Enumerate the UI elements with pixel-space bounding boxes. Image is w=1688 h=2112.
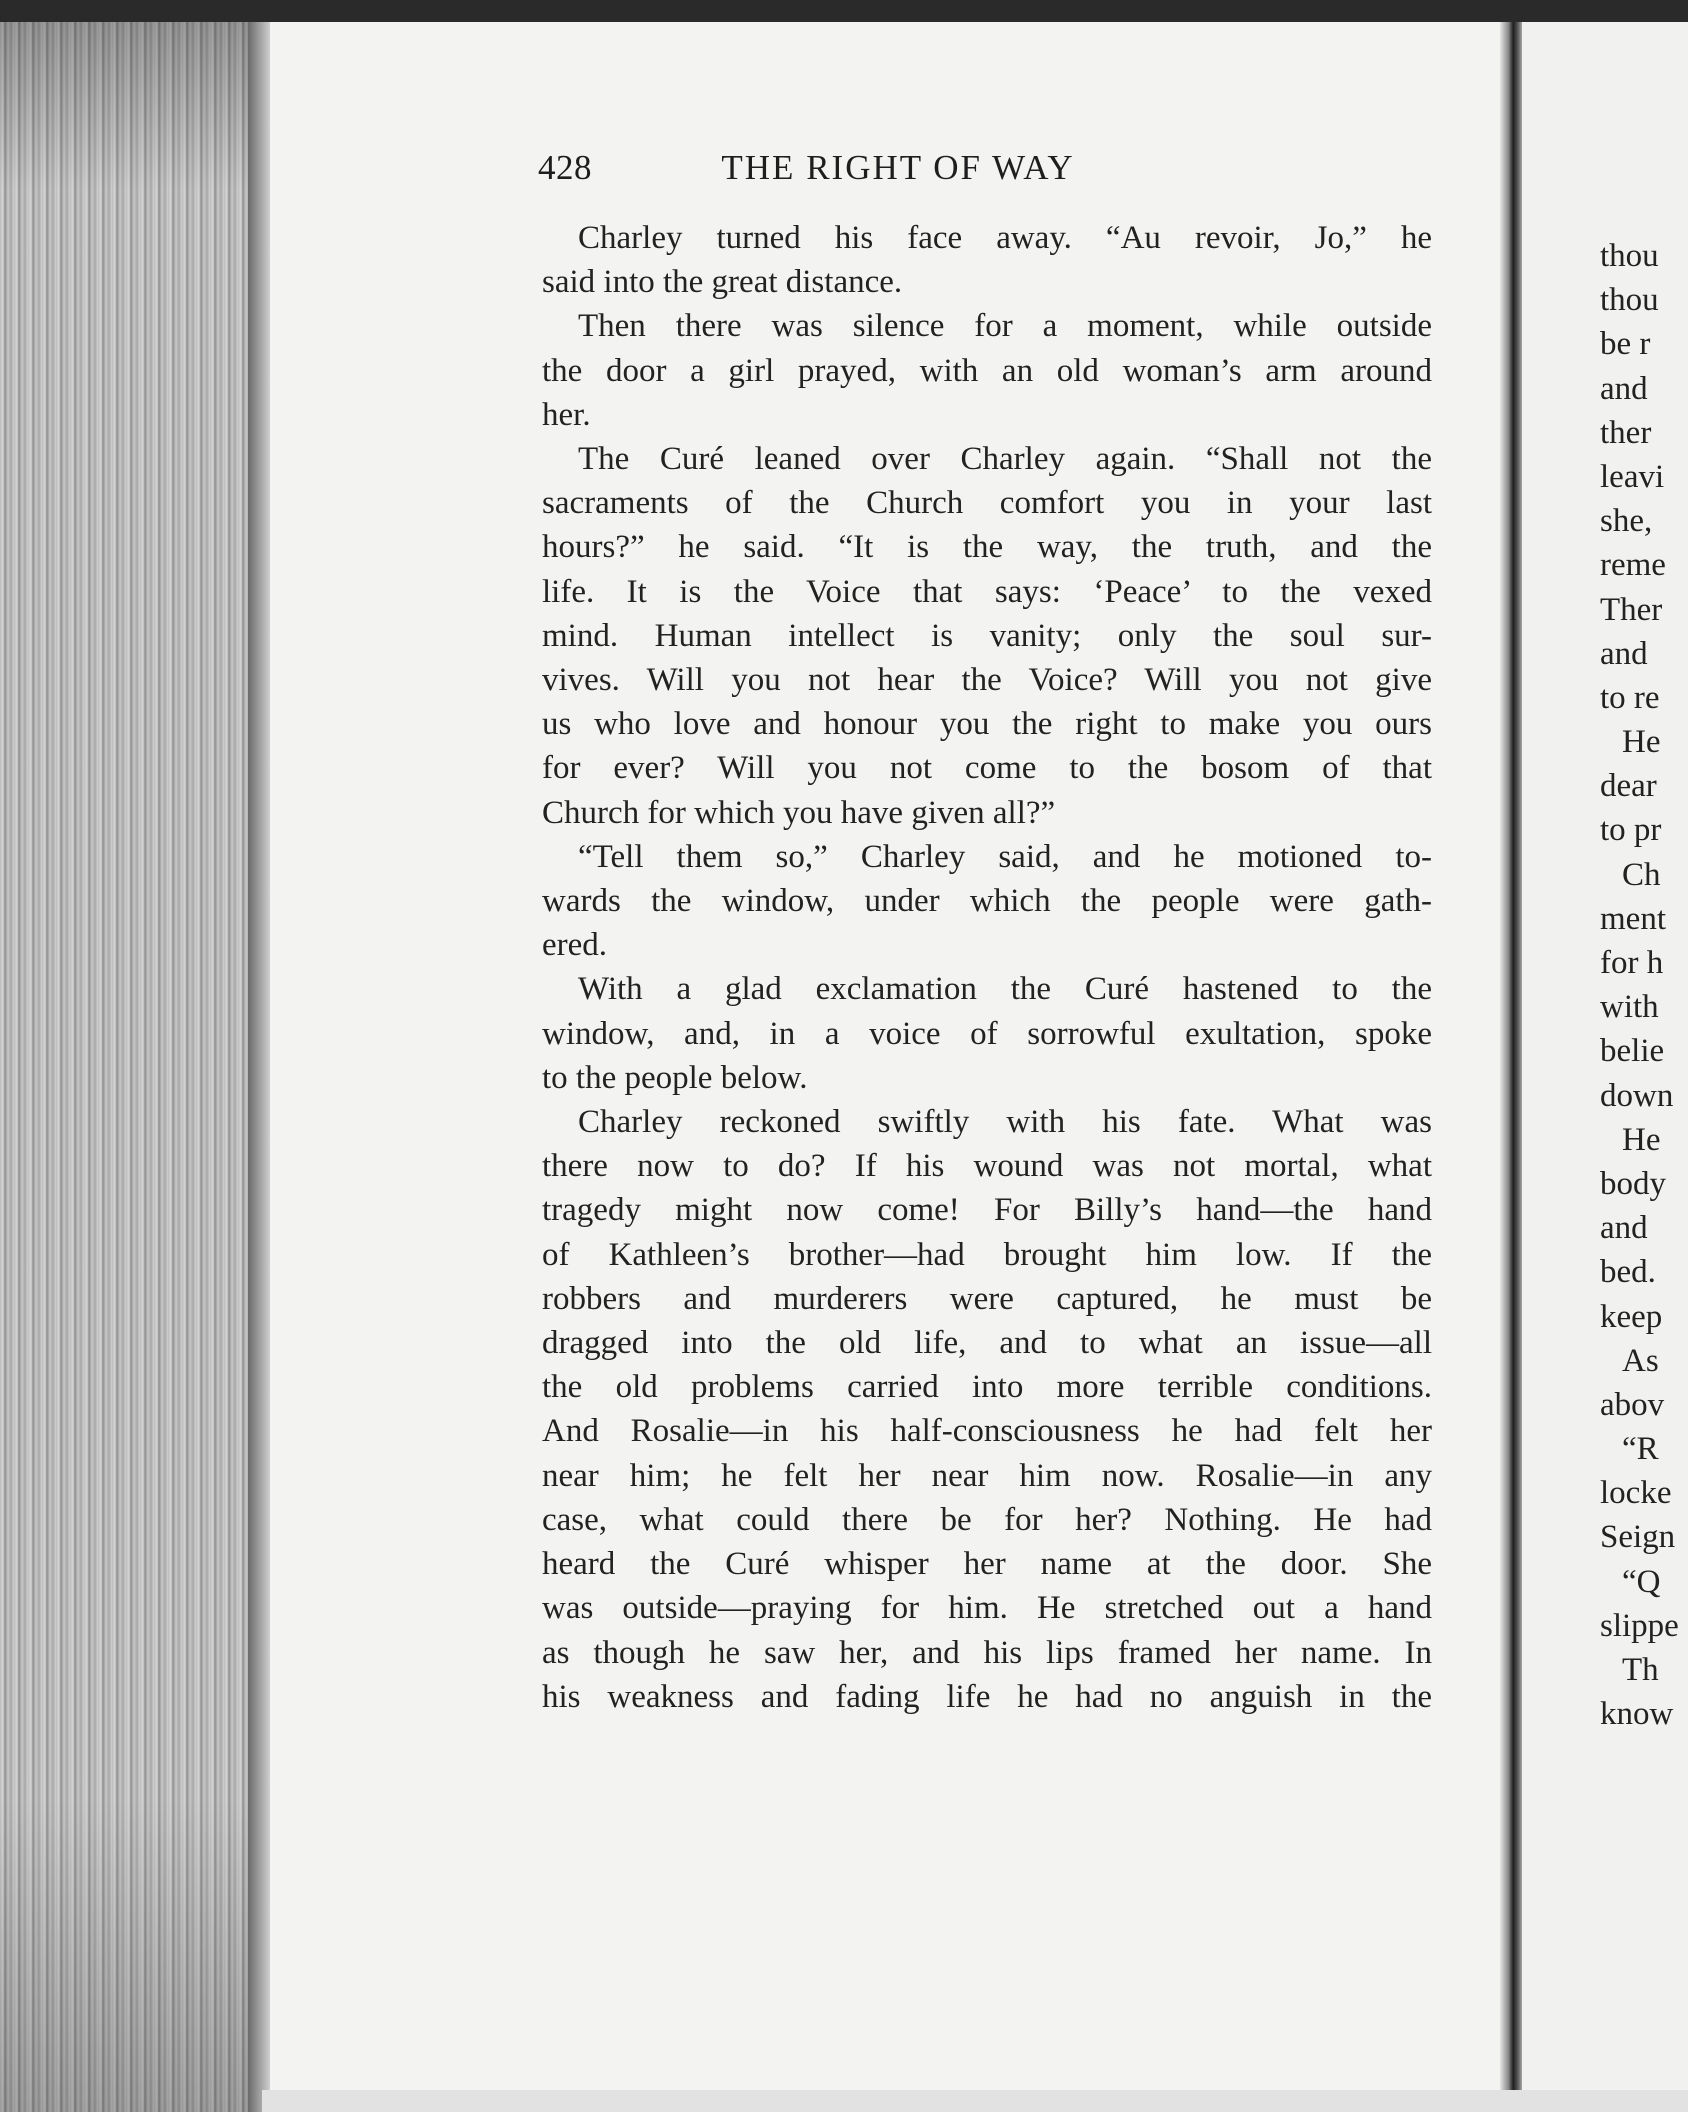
text-line: “Tell them so,” Charley said, and he motioned to- xyxy=(578,838,1432,875)
text-line: Charley turned his face away. “Au revoir, Jo,” he xyxy=(578,220,1432,256)
text-line: heard the Curé whisper her name at the door. She xyxy=(542,1546,1432,1583)
text-line: Then there was silence for a moment, while outside xyxy=(578,308,1432,345)
text-line: ered. xyxy=(542,927,608,964)
text-line: to the people below. xyxy=(542,1059,808,1096)
body-text xyxy=(542,216,1432,1719)
facing-line-fragment: slippe xyxy=(1600,1607,1679,1644)
text-line: sacraments of the Church comfort you in your last xyxy=(542,485,1432,522)
facing-line-fragment: dear xyxy=(1600,768,1657,805)
facing-line-fragment: locke xyxy=(1600,1475,1672,1512)
text-line: window, and, in a voice of sorrowful exultation, spoke xyxy=(542,1015,1432,1052)
text-line: said into the great distance. xyxy=(542,264,903,301)
facing-line-fragment: leavi xyxy=(1600,458,1665,495)
text-line: for ever? Will you not come to the bosom of that xyxy=(542,750,1432,787)
text-line: With a glad exclamation the Curé hastened to the xyxy=(578,971,1432,1008)
facing-line-fragment: to pr xyxy=(1600,812,1662,849)
book-page-edges xyxy=(0,22,262,2112)
facing-line-fragment: and xyxy=(1600,635,1648,672)
text-line: dragged into the old life, and to what an issue—all xyxy=(542,1325,1432,1362)
page-bottom-edge xyxy=(262,2090,1688,2112)
facing-line-fragment: He xyxy=(1622,1121,1661,1158)
facing-line-fragment: thou xyxy=(1600,282,1659,319)
text-line: And Rosalie—in his half-consciousness he had felt her xyxy=(542,1413,1432,1450)
facing-line-fragment: “R xyxy=(1622,1431,1659,1468)
facing-line-fragment: down xyxy=(1600,1077,1674,1114)
running-title: THE RIGHT OF WAY xyxy=(721,148,1075,187)
facing-line-fragment: thou xyxy=(1600,238,1659,274)
text-line: Church for which you have given all?” xyxy=(542,794,1056,831)
text-line: the old problems carried into more terrible conditions. xyxy=(542,1369,1432,1406)
text-line: was outside—praying for him. He stretched out a hand xyxy=(542,1590,1432,1627)
facing-line-fragment: know xyxy=(1600,1696,1674,1733)
facing-line-fragment: belie xyxy=(1600,1033,1665,1070)
text-line: his weakness and fading life he had no anguish in the xyxy=(542,1678,1432,1715)
facing-line-fragment: keep xyxy=(1600,1298,1663,1335)
text-line: us who love and honour you the right to make you ours xyxy=(542,706,1432,743)
text-line: vives. Will you not hear the Voice? Will you not give xyxy=(542,662,1432,699)
facing-line-fragment: to re xyxy=(1600,679,1660,716)
text-line: case, what could there be for her? Nothing. He had xyxy=(542,1501,1432,1538)
facing-page-text xyxy=(1600,234,1688,1736)
facing-line-fragment: He xyxy=(1622,724,1661,761)
text-line: The Curé leaned over Charley again. “Shall not the xyxy=(578,441,1432,478)
facing-line-fragment: Ther xyxy=(1600,591,1663,628)
text-line: the door a girl prayed, with an old woman’s arm around xyxy=(542,352,1432,389)
text-line: there now to do? If his wound was not mortal, what xyxy=(542,1148,1432,1185)
text-line: robbers and murderers were captured, he must be xyxy=(542,1280,1432,1317)
facing-line-fragment: and xyxy=(1600,370,1648,407)
facing-line-fragment: bed. xyxy=(1600,1254,1656,1291)
facing-line-fragment: As xyxy=(1622,1342,1659,1379)
facing-line-fragment: ther xyxy=(1600,414,1652,451)
text-line: tragedy might now come! For Billy’s hand—the hand xyxy=(542,1192,1432,1229)
facing-line-fragment: body xyxy=(1600,1165,1666,1202)
facing-line-fragment: Ch xyxy=(1622,856,1661,893)
text-line: hours?” he said. “It is the way, the truth, and the xyxy=(542,529,1432,566)
facing-line-fragment: with xyxy=(1600,989,1659,1026)
text-line: Charley reckoned swiftly with his fate. What was xyxy=(578,1104,1432,1141)
page-number: 428 xyxy=(538,148,592,187)
facing-line-fragment: abov xyxy=(1600,1386,1665,1423)
facing-line-fragment: she, xyxy=(1600,503,1653,540)
book-spine-fold xyxy=(1500,22,1524,2094)
running-head xyxy=(538,148,1198,194)
facing-line-fragment: “Q xyxy=(1622,1563,1661,1600)
facing-line-fragment: be r xyxy=(1600,326,1651,363)
facing-line-fragment: ment xyxy=(1600,900,1666,937)
text-line: as though he saw her, and his lips framed her name. In xyxy=(542,1634,1432,1671)
text-line: near him; he felt her near him now. Rosalie—in any xyxy=(542,1457,1432,1494)
text-line: life. It is the Voice that says: ‘Peace’ to the vexed xyxy=(542,573,1432,610)
text-line: wards the window, under which the people were gath- xyxy=(542,883,1432,920)
facing-line-fragment: Th xyxy=(1622,1652,1659,1688)
facing-line-fragment: Seign xyxy=(1600,1519,1676,1556)
facing-line-fragment: and xyxy=(1600,1210,1648,1247)
facing-line-fragment: for h xyxy=(1600,945,1664,981)
text-line: of Kathleen’s brother—had brought him low. If the xyxy=(542,1236,1432,1273)
text-line: mind. Human intellect is vanity; only the soul sur- xyxy=(542,617,1432,654)
text-line: her. xyxy=(542,396,591,433)
facing-line-fragment: reme xyxy=(1600,547,1666,584)
